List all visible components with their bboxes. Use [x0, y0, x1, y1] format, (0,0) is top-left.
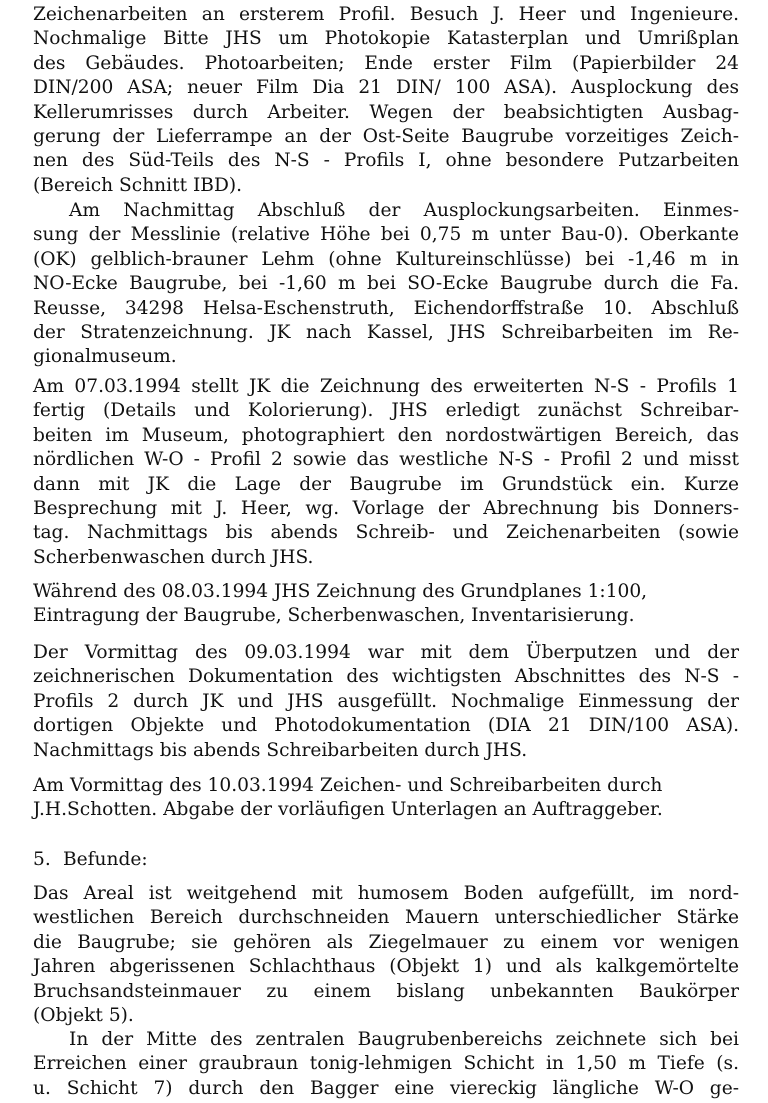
text-line: Am Vormittag des 10.03.1994 Zeichen- und Schreibarbeiten durch: [33, 775, 663, 796]
text-line: Scherbenwaschen durch JHS.: [33, 546, 314, 568]
text-line: Eintragung der Baugrube, Scherbenwaschen, Inventarisierung.: [33, 605, 635, 627]
text-line: Zeichenarbeiten an ersterem Profil. Besuch J. Heer und Ingenieure.: [33, 4, 739, 25]
text-line: nördlichen W-O - Profil 2 sowie das westliche N-S - Profil 2 und misst: [33, 449, 739, 471]
text-line: die Baugrube; sie gehören als Ziegelmauer zu einem vor wenigen: [33, 931, 739, 953]
text-line: tag. Nachmittags bis abends Schreib- und Zeichenarbeiten (sowie: [33, 522, 739, 544]
text-line: dortigen Objekte und Photodokumentation (DIA 21 DIN/100 ASA).: [33, 715, 739, 737]
text-line: gerung der Lieferrampe an der Ost-Seite Baugrube vorzeitiges Zeich-: [33, 125, 739, 147]
text-line: (Bereich Schnitt IBD).: [33, 174, 243, 196]
paragraph-befunde-areal: [33, 882, 739, 1028]
text-line: Profils 2 durch JK und JHS ausgefüllt. Nochmalige Einmessung der: [33, 690, 739, 712]
text-line: In der Mitte des zentralen Baugrubenbereichs zeichnete sich bei: [69, 1029, 739, 1050]
text-line: Kellerumrisses durch Arbeiter. Wegen der beabsichtigten Ausbag-: [33, 101, 739, 123]
text-line: Das Areal ist weitgehend mit humosem Boden aufgefüllt, im nord-: [33, 883, 739, 904]
text-line: Am Nachmittag Abschluß der Ausplockungsarbeiten. Einmes-: [69, 200, 739, 221]
paragraph-07-03-1994: [33, 375, 739, 570]
text-line: Nochmalige Bitte JHS um Photokopie Katasterplan und Umrißplan: [33, 28, 739, 50]
section-heading: [33, 848, 148, 872]
text-line: sung der Messlinie (relative Höhe bei 0,75 m unter Bau-0). Oberkante: [33, 224, 739, 246]
paragraph-befunde-mitte: [33, 1028, 739, 1101]
text-line: nen des Süd-Teils des N-S - Profils I, ohne besondere Putzarbeiten: [33, 150, 739, 172]
text-line: zeichnerischen Dokumentation des wichtigsten Abschnittes des N-S -: [33, 666, 739, 688]
text-line: Am 07.03.1994 stellt JK die Zeichnung des erweiterten N-S - Profils 1: [33, 376, 739, 397]
text-line: (OK) gelblich-brauner Lehm (ohne Kultureinschlüsse) bei -1,46 m in: [33, 248, 739, 270]
text-line: DIN/200 ASA; neuer Film Dia 21 DIN/ 100 ASA). Ausplockung des: [33, 77, 739, 99]
text-line: Bruchsandsteinmauer zu einem bislang unbekannten Baukörper: [33, 980, 739, 1002]
text-line: Nachmittags bis abends Schreibarbeiten durch JHS.: [33, 739, 528, 761]
paragraph-field-work-day-1: [33, 3, 739, 198]
text-line: dann mit JK die Lage der Baugrube im Grundstück ein. Kurze: [33, 473, 739, 495]
paragraph-afternoon: [33, 199, 739, 370]
text-line: NO-Ecke Baugrube, bei -1,60 m bei SO-Ecke Baugrube durch die Fa.: [33, 273, 739, 295]
text-line: beiten im Museum, photographiert den nordostwärtigen Bereich, das: [33, 424, 739, 446]
text-line: J.H.Schotten. Abgabe der vorläufigen Unterlagen an Auftraggeber.: [33, 799, 663, 821]
text-line: Besprechung mit J. Heer, wg. Vorlage der Abrechnung bis Donners-: [33, 497, 739, 519]
text-line: westlichen Bereich durchschneiden Mauern unterschiedlicher Stärke: [33, 907, 739, 929]
text-line: Jahren abgerissenen Schlachthaus (Objekt 1) und als kalkgemörtelte: [33, 956, 739, 978]
text-line: Reusse, 34298 Helsa-Eschenstruth, Eichendorffstraße 10. Abschluß: [33, 297, 739, 319]
paragraph-10-03-1994: [33, 774, 739, 823]
text-line: u. Schicht 7) durch den Bagger eine viereckig längliche W-O ge-: [33, 1077, 739, 1099]
section-title: Befunde:: [63, 849, 148, 870]
text-line: fertig (Details und Kolorierung). JHS erledigt zunächst Schreibar-: [33, 400, 739, 422]
text-line: gionalmuseum.: [33, 346, 177, 368]
text-line: Der Vormittag des 09.03.1994 war mit dem Überputzen und der: [33, 642, 739, 663]
section-number: 5.: [33, 849, 51, 870]
text-line: Erreichen einer graubraun tonig-lehmigen Schicht in 1,50 m Tiefe (s.: [33, 1053, 739, 1075]
text-line: des Gebäudes. Photoarbeiten; Ende erster Film (Papierbilder 24: [33, 52, 739, 74]
text-line: Während des 08.03.1994 JHS Zeichnung des Grundplanes 1:100,: [33, 581, 648, 602]
paragraph-09-03-1994: [33, 641, 739, 763]
paragraph-08-03-1994: [33, 580, 739, 629]
text-line: der Stratenzeichnung. JK nach Kassel, JHS Schreibarbeiten im Re-: [33, 321, 739, 343]
text-line: (Objekt 5).: [33, 1004, 134, 1026]
